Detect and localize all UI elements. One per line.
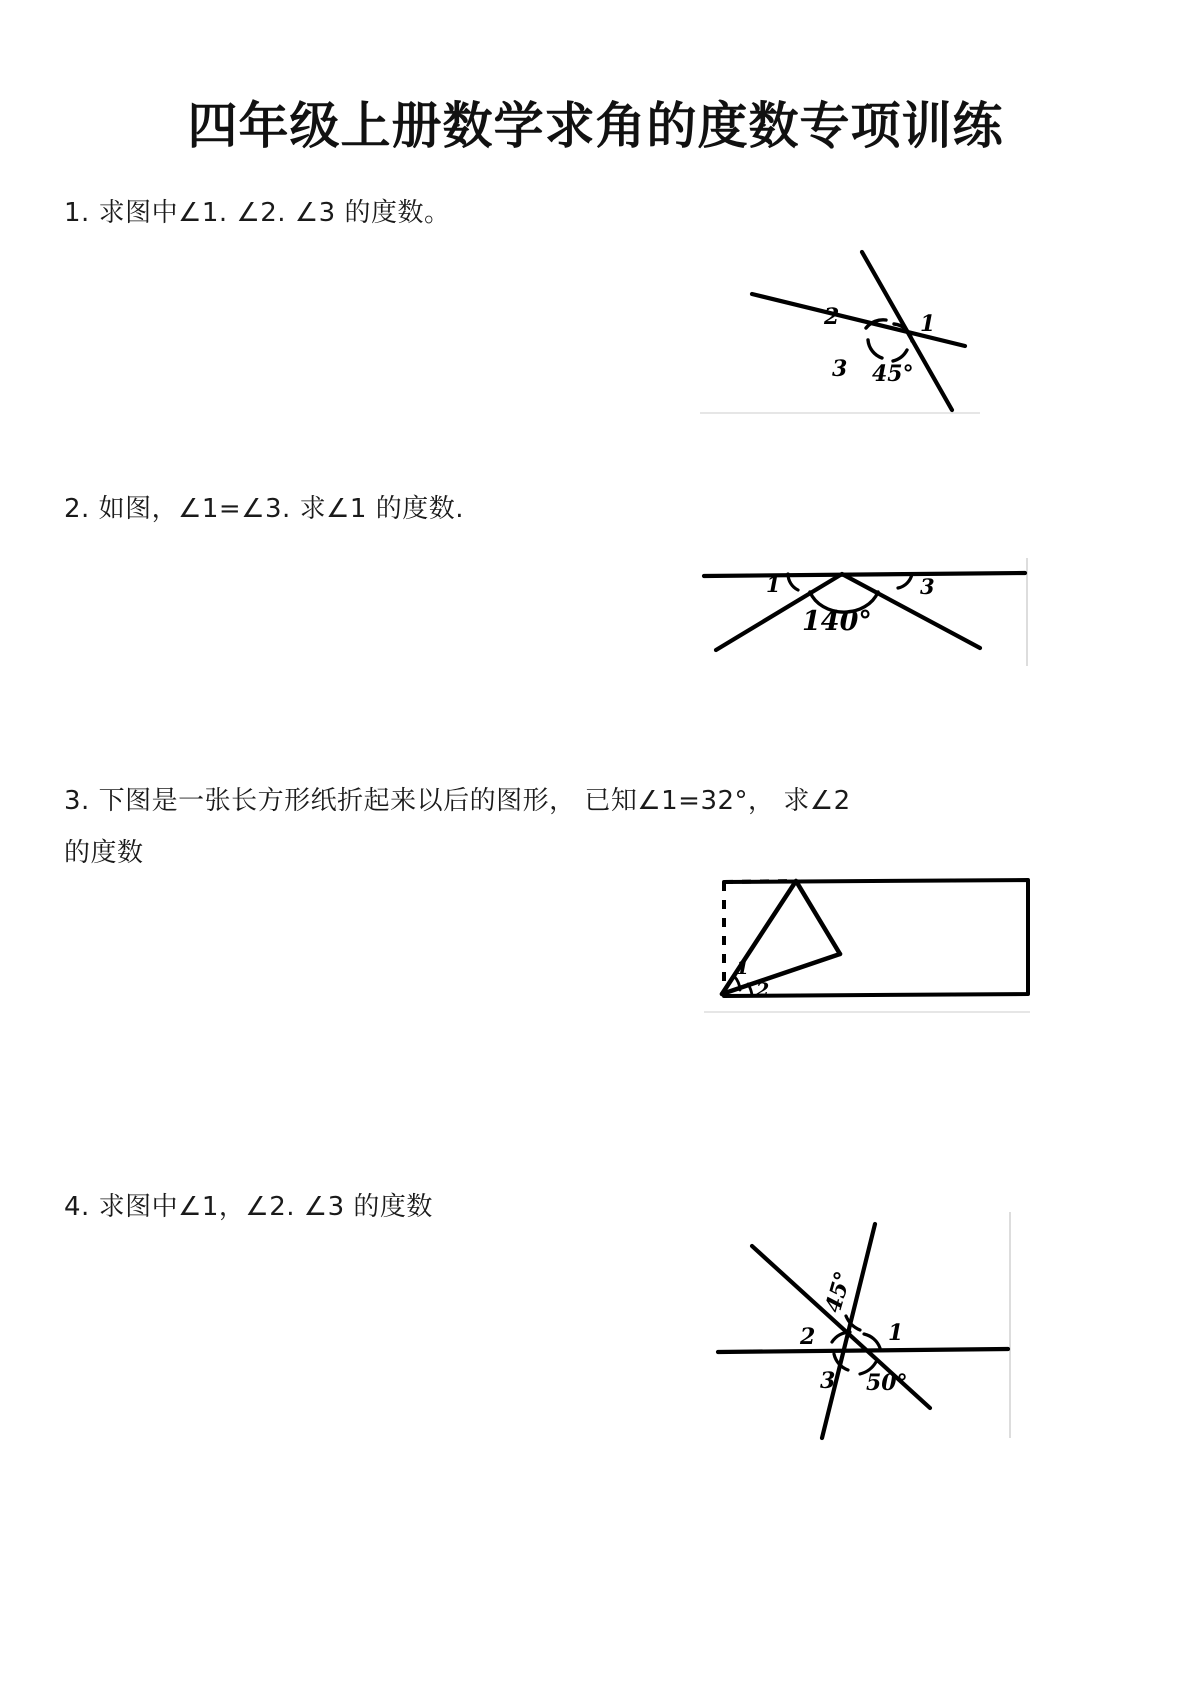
figure-4-label-45: 45° (820, 1268, 857, 1316)
question-2-text: 2. 如图，∠1=∠3. 求∠1 的度数. (64, 494, 464, 524)
figure-2-label-3: 3 (920, 574, 935, 599)
figure-3-label-2: 2 (756, 979, 770, 1001)
figure-1-drawing (690, 228, 990, 418)
figure-4-arc-1 (864, 1334, 880, 1348)
question-3-figure (700, 868, 1040, 1016)
question-1-figure (690, 228, 990, 418)
figure-4-label-50: 50° (866, 1370, 908, 1396)
figure-1-label-2: 2 (824, 304, 840, 330)
figure-2-label-140: 140° (802, 606, 872, 637)
figure-3-fold-line-b (796, 881, 840, 954)
question-1-text: 1. 求图中∠1. ∠2. ∠3 的度数。 (64, 198, 451, 228)
figure-1-label-45: 45° (872, 361, 914, 387)
figure-1-label-3: 3 (832, 356, 848, 382)
figure-1-arc-3 (868, 340, 882, 358)
question-2-figure (680, 552, 1040, 672)
page-title: 四年级上册数学求角的度数专项训练 (187, 97, 1004, 155)
question-3-text-line-1: 3. 下图是一张长方形纸折起来以后的图形， 已知∠1=32°， 求∠2 (64, 786, 851, 816)
figure-4-drawing (700, 1212, 1040, 1442)
figure-4-label-2: 2 (800, 1324, 816, 1350)
question-4-text: 4. 求图中∠1，∠2. ∠3 的度数 (64, 1192, 433, 1222)
figure-2-drawing (680, 552, 1040, 672)
figure-1-arc-45 (893, 350, 907, 361)
question-4-figure (700, 1212, 1040, 1442)
figure-3-label-1: 1 (736, 957, 750, 979)
figure-4-label-3: 3 (820, 1368, 836, 1394)
figure-4-label-1: 1 (888, 1320, 904, 1346)
figure-1-label-1: 1 (920, 311, 936, 337)
figure-2-label-1: 1 (766, 572, 781, 597)
figure-3-drawing (700, 868, 1040, 1016)
figure-2-baseline (704, 573, 1025, 576)
question-3-text-line-2: 的度数 (64, 838, 144, 868)
